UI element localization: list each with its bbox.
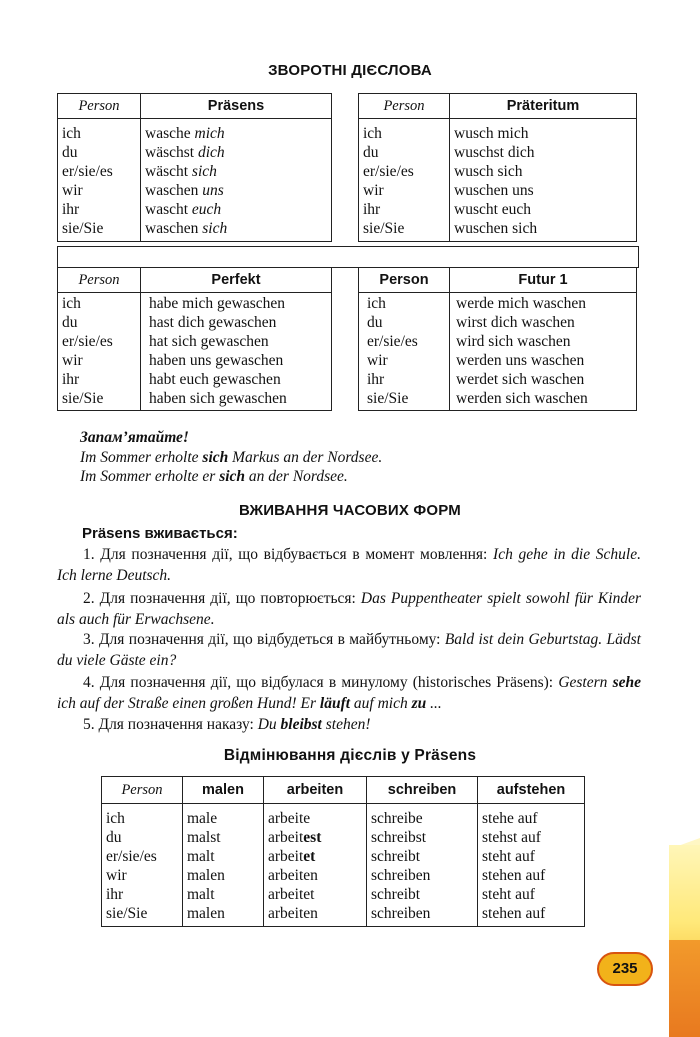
col-header-aufstehen: aufstehen [478, 777, 585, 804]
section-title: ВЖИВАННЯ ЧАСОВИХ ФОРМ [238, 502, 461, 519]
col-header-person: Person [359, 268, 450, 293]
praesens-usage-heading: Präsens вживається: [82, 525, 238, 542]
col-header-perfekt: Perfekt [141, 268, 332, 293]
persons-column: ich du er/sie/es wir ihr sie/Sie [363, 125, 414, 237]
form-row: wäscht sich [145, 163, 217, 180]
note-label: Запам’ятайте! [80, 429, 189, 446]
praeteritum-forms: wusch mich wuschst dich wusch sich wuschen uns wuscht euch wuschen sich [454, 125, 538, 237]
futur-forms: werde mich waschen wirst dich waschen wird sich waschen werden uns waschen werdet sich waschen werden sich waschen [456, 295, 588, 407]
form-row: wascht euch [145, 201, 222, 218]
conjugation-table [101, 776, 585, 927]
page-number: 235 [597, 952, 653, 986]
form-row: wasche mich [145, 125, 225, 142]
col-header-person: Person [58, 94, 141, 119]
decorative-orange-bar [669, 940, 700, 1037]
form-row: wäschst dich [145, 144, 225, 161]
col-header-futur: Futur 1 [450, 268, 637, 293]
form-row: waschen sich [145, 220, 228, 237]
note-example-2: Im Sommer erholte er sich an der Nordsee. [80, 468, 348, 485]
usage-item-1: 1. Для позначення дії, що відбувається в момент мовлення: Ich gehe in die Schule. Ich lerne Deutsch. [57, 546, 641, 584]
col-header-praeteritum: Präteritum [450, 94, 637, 119]
aufstehen-forms: stehe auf stehst auf steht auf stehen auf steht auf stehen auf [482, 810, 546, 922]
usage-item-3: 3. Для позначення дії, що відбудеться в майбутньому: Bald ist dein Geburtstag. Lädst du viele Gäste ein? [57, 631, 641, 669]
col-header-person: Person [359, 94, 450, 119]
col-header-arbeiten: arbeiten [264, 777, 367, 804]
usage-item-4: 4. Для позначення дії, що відбулася в минулому (historisches Präsens): Gestern sehe ich auf der Straße einen großen Hund! Er läuft auf mich zu ... [57, 674, 641, 712]
praesens-forms [141, 119, 332, 242]
col-header-schreiben: schreiben [367, 777, 478, 804]
usage-item-2: 2. Для позначення дії, що повторюється: Das Puppentheater spielt sowohl für Kinder als auch für Erwachsene. [57, 590, 641, 628]
table-gap [332, 94, 359, 119]
persons-column: ich du er/sie/es wir ihr sie/Sie [62, 125, 113, 237]
persons-column: ich du er/sie/es wir ihr sie/Sie [106, 810, 157, 922]
malen-forms: male malst malt malen malt malen [187, 810, 225, 922]
note-example-1: Im Sommer erholte sich Markus an der Nordsee. [80, 449, 383, 466]
form-row: waschen uns [145, 182, 224, 199]
reflexive-verbs-table-1 [57, 93, 637, 242]
persons-column: ich du er/sie/es wir ihr sie/Sie [367, 295, 418, 407]
persons-column: ich du er/sie/es wir ihr sie/Sie [62, 295, 113, 407]
schreiben-forms: schreibe schreibst schreibt schreiben schreibt schreiben [371, 810, 431, 922]
col-header-person: Person [102, 777, 183, 804]
reflexive-verbs-table-2 [57, 267, 637, 411]
arbeiten-forms: arbeite arbeitest arbeitet arbeiten arbeitet arbeiten [264, 804, 367, 927]
usage-item-5: 5. Для позначення наказу: Du bleibst stehen! [83, 716, 371, 733]
table-separator [57, 246, 639, 268]
table-gap [332, 268, 359, 293]
perfekt-forms: habe mich gewaschen hast dich gewaschen hat sich gewaschen haben uns gewaschen habt euch gewaschen haben sich gewaschen [149, 295, 287, 407]
col-header-person: Person [58, 268, 141, 293]
col-header-praesens: Präsens [141, 94, 332, 119]
col-header-malen: malen [183, 777, 264, 804]
conjugation-title: Відмінювання дієслів у Präsens [223, 747, 477, 764]
page-title: ЗВОРОТНІ ДІЄСЛОВА [268, 62, 432, 79]
